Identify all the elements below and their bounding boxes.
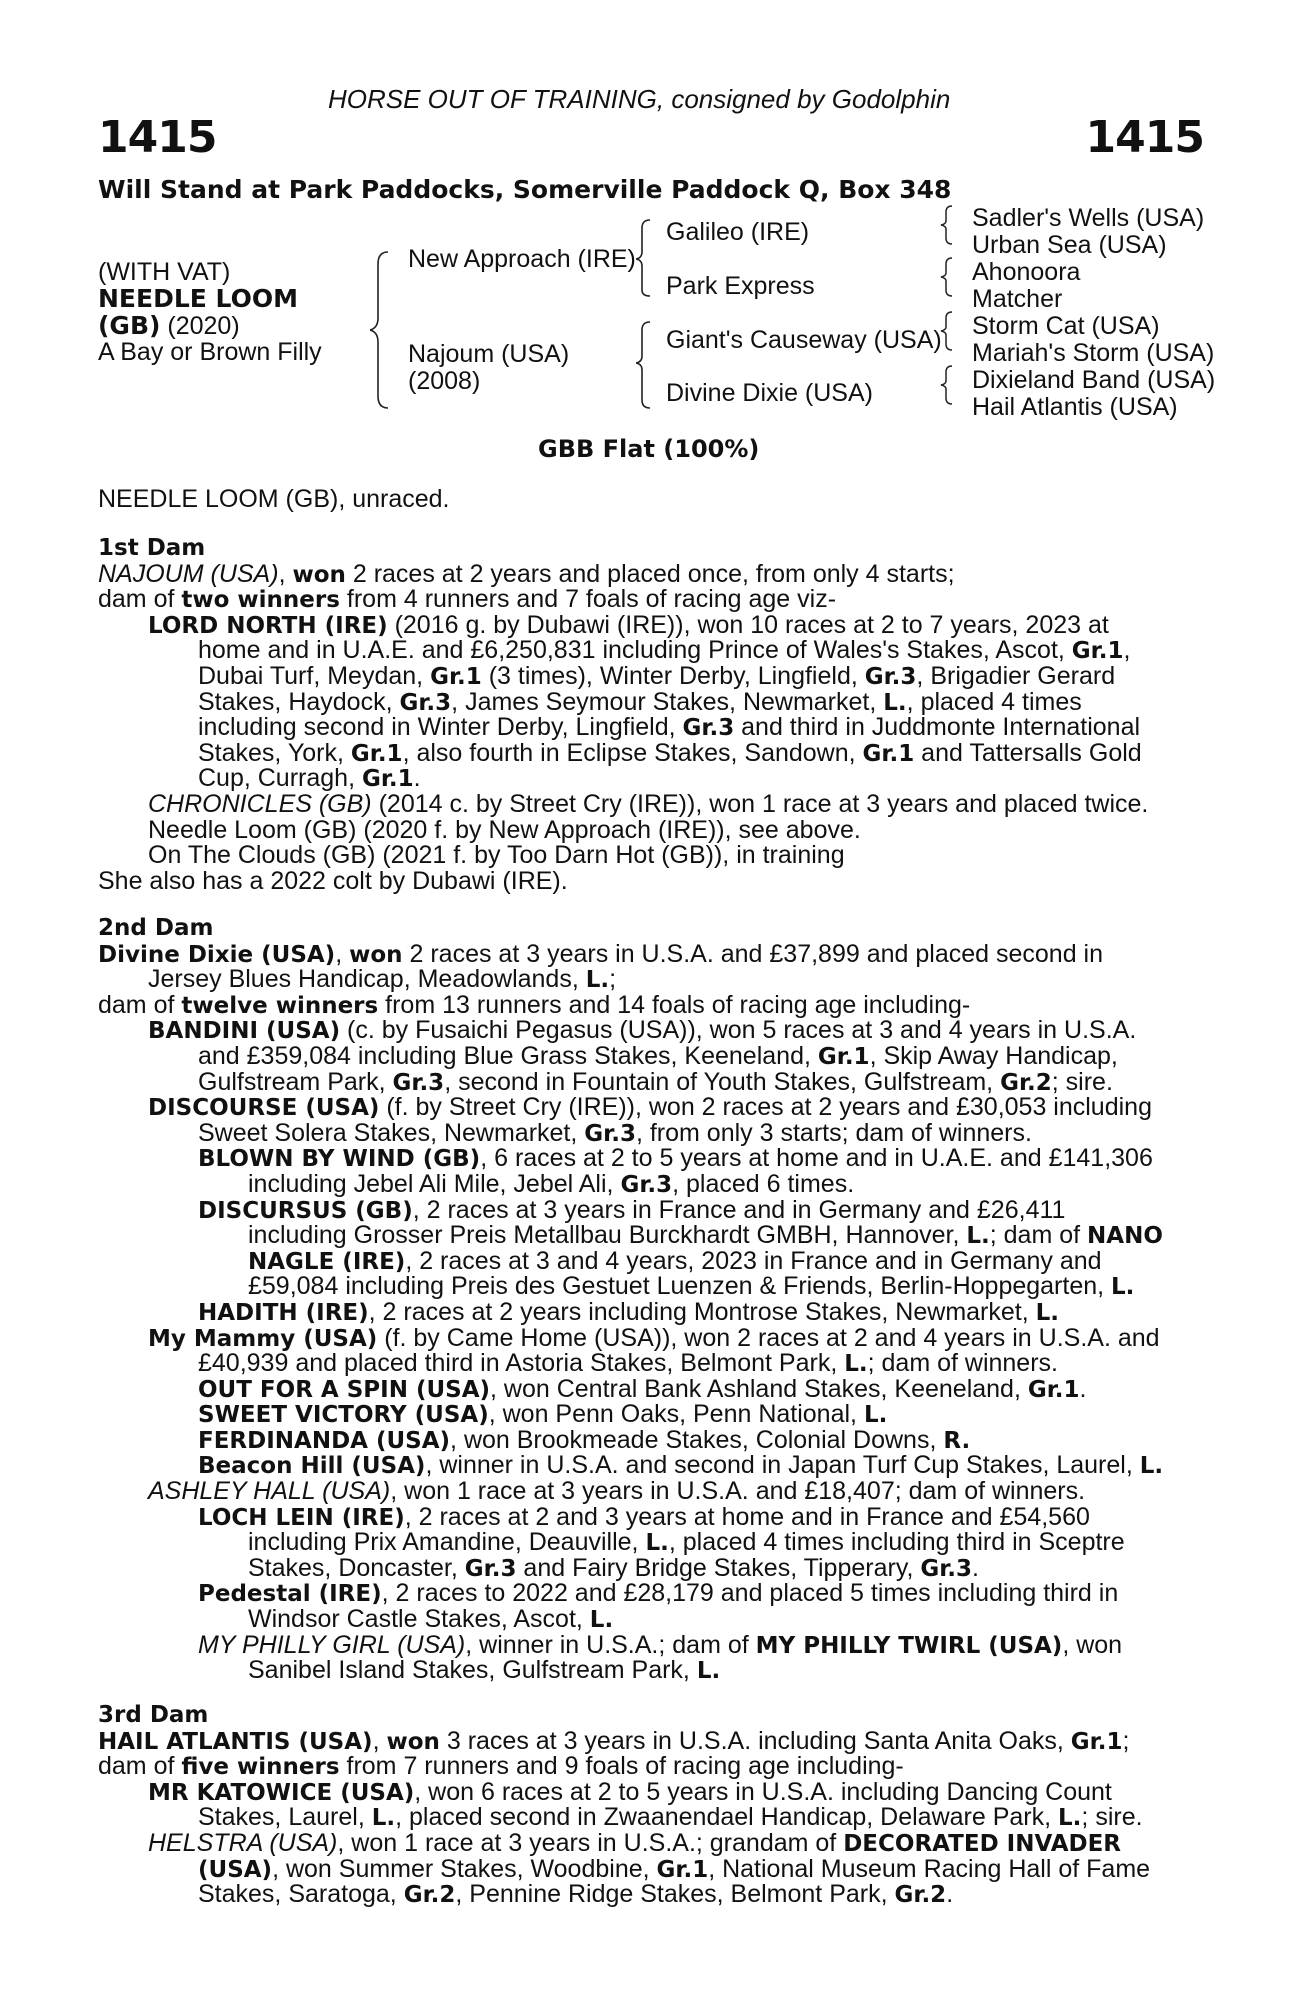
text-run: , placed 4 times [906,687,1082,716]
text-run: , placed 4 times including third in Sceptre [668,1528,1125,1557]
bold-run: BANDINI (USA) [148,1018,341,1045]
bold-run: MY PHILLY TWIRL (USA) [755,1632,1063,1659]
text-line [98,1402,1198,1428]
text-run: , Brigadier Gerard [916,661,1116,690]
italic-run: HELSTRA (USA) [148,1828,338,1857]
text-run: , Pennine Ridge Stakes, Belmont Park, [455,1880,895,1909]
text-line [98,1246,1198,1275]
bold-run: Gr.2 [894,1882,947,1909]
text-line [98,789,1198,818]
text-line [98,1297,1198,1326]
text-line [98,1726,1198,1755]
horse-origin-line [98,311,240,341]
bold-run: Gr.3 [584,1120,636,1147]
text-run: , won Summer Stakes, Woodbine, [272,1854,657,1883]
bold-run: Gr.1 [862,740,915,767]
text-run: including Prix Amandine, Deauville, [248,1528,646,1557]
text-run: , won 6 races at 2 to 5 years in U.S.A. including Dancing Count [414,1777,1112,1806]
text-run: . [946,1880,954,1909]
text-run: Needle Loom (GB) (2020 f. by New Approach (IRE)), see above. [148,815,861,844]
bold-run: SWEET VICTORY (USA) [198,1402,489,1429]
section-1st-dam [98,536,1198,894]
text-line [98,1095,1198,1121]
text-run: , Skip Away Handicap, [869,1041,1118,1070]
bold-run: Gr.2 [1000,1069,1052,1096]
text-run: , 2 races at 2 years including Montrose Stakes, Newmarket, [368,1297,1036,1326]
text-run: including Grosser Preis Metallbau Burckhardt GMBH, Hannover, [248,1221,967,1250]
bold-run: L. [844,1351,868,1378]
text-run: 3 races at 3 years in U.S.A. including Santa Anita Oaks, [439,1726,1071,1755]
text-run: , [1123,636,1131,665]
text-run: ; [1122,1726,1130,1755]
bold-run: BLOWN BY WIND (GB) [198,1146,481,1173]
text-run: Sweet Solera Stakes, Newmarket, [198,1118,585,1147]
text-run: ; dam of [989,1221,1088,1250]
text-run: She also has a 2022 colt by Dubawi (IRE). [98,866,568,895]
text-run: Sanibel Island Stakes, Gulfstream Park, [248,1656,697,1685]
bold-run: two winners [181,587,340,614]
bold-run: Gr.1 [430,663,482,690]
pedigree-dam-year: (2008) [408,367,481,395]
pedigree-brace-sire [636,218,658,298]
text-run: , [335,939,350,968]
text-run: Stakes, York, [198,738,351,767]
text-run: , 2 races at 3 years in France and in Germany and £26,411 [412,1195,1066,1224]
bold-run: five winners [181,1754,340,1781]
section-lines [98,559,1198,895]
bold-run: L. [371,1805,396,1832]
text-line [98,1754,1198,1780]
text-run: and Tattersalls Gold [914,738,1142,767]
text-run: home and in U.A.E. and £6,250,831 including Prince of Wales's Stakes, Ascot, [198,636,1072,665]
pedigree-g4: Matcher [972,285,1063,313]
text-line [98,1854,1198,1883]
bold-run: Gr.3 [864,663,917,690]
text-run: ; sire. [1051,1067,1113,1096]
text-run: Jersey Blues Handicap, Meadowlands, [148,965,586,994]
text-line [98,1067,1198,1096]
italic-run: CHRONICLES (GB) [148,789,372,818]
horse-origin: (GB) [98,311,161,340]
text-line [98,1502,1198,1531]
bold-run: R. [943,1427,971,1454]
text-run: , placed second in Zwaanendael Handicap, Delaware Park, [395,1803,1059,1832]
bold-run: L. [696,1658,721,1685]
text-run: On The Clouds (GB) (2021 f. by Too Darn Hot (GB)), in training [148,841,845,870]
text-run: , from only 3 starts; dam of winners. [635,1118,1032,1147]
pedigree-brace-dam [636,320,658,410]
text-line [98,1146,1198,1172]
text-run: from 13 runners and 14 foals of racing age including- [378,990,971,1019]
text-line [98,559,1198,588]
bold-run: (USA) [198,1856,273,1883]
bold-run: NANO [1087,1223,1163,1250]
text-run: (3 times), Winter Derby, Lingfield, [481,661,865,690]
bold-run: Gr.1 [1071,638,1124,665]
text-run: , National Museum Racing Hall of Fame [708,1854,1151,1883]
text-line [98,1479,1198,1505]
text-line [98,1118,1198,1147]
text-run: dam of [98,1752,182,1781]
text-line [98,1630,1198,1659]
pedigree-brace-g1 [940,204,958,246]
text-line [98,1805,1198,1831]
text-line [98,1041,1198,1070]
text-run: , James Seymour Stakes, Newmarket, [451,687,884,716]
text-run: , [372,1726,387,1755]
text-line [98,1553,1198,1582]
text-line [98,1581,1198,1607]
text-run: , winner in U.S.A.; dam of [465,1630,756,1659]
text-run: from 7 runners and 9 foals of racing age including- [339,1752,904,1781]
bold-run: Beacon Hill (USA) [198,1453,426,1480]
section-lines [98,939,1198,1685]
bold-run: Gr.1 [1070,1728,1123,1755]
bold-run: L. [863,1402,888,1429]
horse-name-line [98,284,298,313]
vat-note: (WITH VAT) [98,258,231,286]
italic-run: NAJOUM (USA) [98,559,279,588]
bold-run: L. [645,1530,669,1557]
text-line [98,1323,1198,1352]
text-run: including second in Winter Derby, Lingfield, [198,713,683,742]
bold-run: won [349,941,403,968]
text-run: , also fourth in Eclipse Stakes, Sandown, [402,738,863,767]
text-line [98,1018,1198,1044]
text-line [98,939,1198,968]
text-run: dam of [98,585,182,614]
bold-run: Gr.3 [399,689,452,716]
text-line [98,866,1198,895]
section-lines [98,1726,1198,1909]
text-run: £59,084 including Preis des Gestuet Luenzen & Friends, Berlin-Hoppegarten, [248,1272,1112,1301]
horse-name: NEEDLE LOOM [98,284,298,313]
pedigree-sire: New Approach (IRE) [408,245,636,273]
pedigree-g7: Dixieland Band (USA) [972,366,1216,394]
text-run: Gulfstream Park, [198,1067,393,1096]
consignor-line: HORSE OUT OF TRAINING, consigned by Godolphin [328,84,951,114]
text-line [98,815,1198,844]
bold-run: Divine Dixie (USA) [98,941,336,968]
text-run: (2014 c. by Street Cry (IRE)), won 1 race at 3 years and placed twice. [371,789,1149,818]
text-run: . [413,764,421,793]
text-run: dam of [98,990,182,1019]
text-run: £40,939 and placed third in Astoria Stakes, Belmont Park, [198,1349,845,1378]
text-run: and third in Juddmonte International [734,713,1141,742]
pedigree-g6: Mariah's Storm (USA) [972,339,1215,367]
pedigree-dam: Najoum (USA) [408,340,570,368]
pedigree-dam-dam: Divine Dixie (USA) [666,379,873,407]
text-run: . [972,1553,979,1582]
pedigree-brace-g3 [940,310,958,352]
text-run: , won Brookmeade Stakes, Colonial Downs, [450,1425,944,1454]
text-line [98,1658,1198,1684]
bold-run: Gr.3 [920,1555,973,1582]
bold-run: HAIL ATLANTIS (USA) [98,1728,373,1755]
bold-run: My Mammy (USA) [148,1325,378,1352]
pedigree-sire-dam: Park Express [666,272,815,300]
bold-run: won [292,561,346,588]
bold-run: DISCOURSE (USA) [148,1095,380,1122]
bold-run: LORD NORTH (IRE) [148,612,388,639]
horse-description: A Bay or Brown Filly [98,338,322,366]
text-run: (f. by Came Home (USA)), won 2 races at 2 and 4 years in U.S.A. and [377,1323,1160,1352]
text-run: 2 races at 3 years in U.S.A. and £37,899 and placed second in [402,939,1103,968]
bold-run: Gr.2 [403,1882,456,1909]
bold-run: Gr.3 [392,1069,445,1096]
text-run: Dubai Turf, Meydan, [198,661,431,690]
text-run: , placed 6 times. [672,1169,855,1198]
bold-run: L. [1058,1805,1082,1832]
pedigree-brace-g4 [940,364,958,406]
text-run: Cup, Curragh, [198,764,362,793]
text-line [98,1169,1198,1198]
text-run: , won 1 race at 3 years in U.S.A.; grandam of [337,1828,844,1857]
bold-run: OUT FOR A SPIN (USA) [198,1376,491,1403]
text-run: . [1079,1374,1087,1403]
bold-run: Gr.3 [464,1555,517,1582]
text-run: (2016 g. by Dubawi (IRE)), won 10 races at 2 to 7 years, 2023 at [387,610,1109,639]
bold-run: LOCH LEIN (IRE) [198,1504,405,1531]
pedigree-brace-g2 [940,256,958,298]
text-line [98,1274,1198,1300]
text-run: , 6 races at 2 to 5 years at home and in U.A.E. and £141,306 [480,1144,1153,1173]
section-3rd-dam [98,1703,1198,1908]
text-line [98,638,1198,664]
text-run: , won Central Bank Ashland Stakes, Keeneland, [490,1374,1028,1403]
bold-run: twelve winners [181,992,379,1019]
text-run: (c. by Fusaichi Pegasus (USA)), won 5 races at 3 and 4 years in U.S.A. [340,1016,1137,1045]
bold-run: Gr.3 [620,1171,673,1198]
horse-year: (2020) [160,312,240,340]
bold-run: L. [966,1223,990,1250]
italic-run: ASHLEY HALL (USA) [148,1477,391,1506]
bold-run: Gr.1 [1027,1376,1080,1403]
lot-number-left: 1415 [98,112,217,163]
bold-run: HADITH (IRE) [198,1299,369,1326]
bold-run: Gr.1 [350,740,403,767]
text-run: Stakes, Haydock, [198,687,400,716]
section-2nd-dam [98,916,1198,1684]
text-run: Stakes, Doncaster, [248,1553,465,1582]
text-line [98,587,1198,613]
pedigree-g8: Hail Atlantis (USA) [972,393,1178,421]
text-run: Stakes, Saratoga, [198,1880,404,1909]
text-run: ; [609,965,617,994]
text-run: including Jebel Ali Mile, Jebel Ali, [248,1169,621,1198]
text-run: from 4 runners and 7 foals of racing age viz- [339,585,837,614]
italic-run: MY PHILLY GIRL (USA) [198,1630,466,1659]
bold-run: L. [585,967,610,994]
text-line [98,1777,1198,1806]
text-run: Stakes, Laurel, [198,1803,372,1832]
bold-run: Gr.3 [682,715,735,742]
pedigree-g5: Storm Cat (USA) [972,312,1160,340]
bold-run: won [386,1728,440,1755]
summary-line: NEEDLE LOOM (GB), unraced. [98,485,450,513]
bold-run: L. [1111,1274,1135,1301]
text-run: 2 races at 2 years and placed once, from only 4 starts; [345,559,955,588]
bold-run: DECORATED INVADER [843,1830,1122,1857]
pedigree-sire-sire: Galileo (IRE) [666,218,810,246]
text-line [98,661,1198,690]
text-line [98,738,1198,767]
text-run: Windsor Castle Stakes, Ascot, [248,1605,590,1634]
bold-run: L. [589,1607,614,1634]
pedigree-g2: Urban Sea (USA) [972,231,1167,259]
text-run: , won Penn Oaks, Penn National, [488,1400,864,1429]
text-line [98,610,1198,639]
bold-run: Gr.1 [656,1856,709,1883]
text-run: , won [1062,1630,1123,1659]
text-run: ; sire. [1081,1803,1143,1832]
section-title: 2nd Dam [98,915,214,941]
text-run: , winner in U.S.A. and second in Japan Turf Cup Stakes, Laurel, [425,1451,1140,1480]
text-line [98,1223,1198,1249]
text-line [98,1195,1198,1224]
bold-run: MR KATOWICE (USA) [148,1779,415,1806]
gbb-rating: GBB Flat (100%) [538,435,760,463]
bold-run: Gr.1 [817,1043,870,1070]
text-run: , 2 races at 2 and 3 years at home and in France and £54,560 [404,1502,1090,1531]
text-run: (f. by Street Cry (IRE)), won 2 races at 2 years and £30,053 including [379,1093,1152,1122]
bold-run: L. [1035,1299,1060,1326]
text-line [98,1882,1198,1908]
text-line [98,1425,1198,1454]
pedigree-dam-sire: Giant's Causeway (USA) [666,326,942,354]
section-title: 3rd Dam [98,1702,209,1728]
text-line [98,766,1198,792]
text-line [98,990,1198,1019]
bold-run: Pedestal (IRE) [198,1581,382,1608]
bold-run: DISCURSUS (GB) [198,1197,413,1224]
text-line [98,1828,1198,1857]
text-run: , 2 races to 2022 and £28,179 and placed 5 times including third in [381,1579,1119,1608]
text-line [98,1453,1198,1479]
text-line [98,967,1198,993]
text-run: , 2 races at 3 and 4 years, 2023 in France and in Germany and [405,1246,1102,1275]
text-line [98,687,1198,716]
text-run: , won 1 race at 3 years in U.S.A. and £18,407; dam of winners. [390,1477,1086,1506]
text-run: and Fairy Bridge Stakes, Tipperary, [516,1553,921,1582]
text-run: ; dam of winners. [867,1349,1058,1378]
bold-run: NAGLE (IRE) [248,1248,406,1275]
lot-number-right: 1415 [1085,112,1204,163]
bold-run: FERDINANDA (USA) [198,1427,451,1454]
stand-line: Will Stand at Park Paddocks, Somerville Paddock Q, Box 348 [98,175,952,204]
text-line [98,843,1198,869]
bold-run: L. [1139,1453,1164,1480]
bold-run: L. [883,689,907,716]
text-line [98,1351,1198,1377]
text-line [98,715,1198,741]
pedigree-brace-main [370,250,400,410]
section-title: 1st Dam [98,535,206,561]
pedigree-g3: Ahonoora [972,258,1081,286]
bold-run: Gr.1 [361,766,414,793]
text-line [98,1530,1198,1556]
text-run: , [278,559,293,588]
text-line [98,1374,1198,1403]
text-run: , second in Fountain of Youth Stakes, Gulfstream, [444,1067,1001,1096]
text-line [98,1607,1198,1633]
text-run: and £359,084 including Blue Grass Stakes, Keeneland, [198,1041,818,1070]
pedigree-g1: Sadler's Wells (USA) [972,204,1205,232]
